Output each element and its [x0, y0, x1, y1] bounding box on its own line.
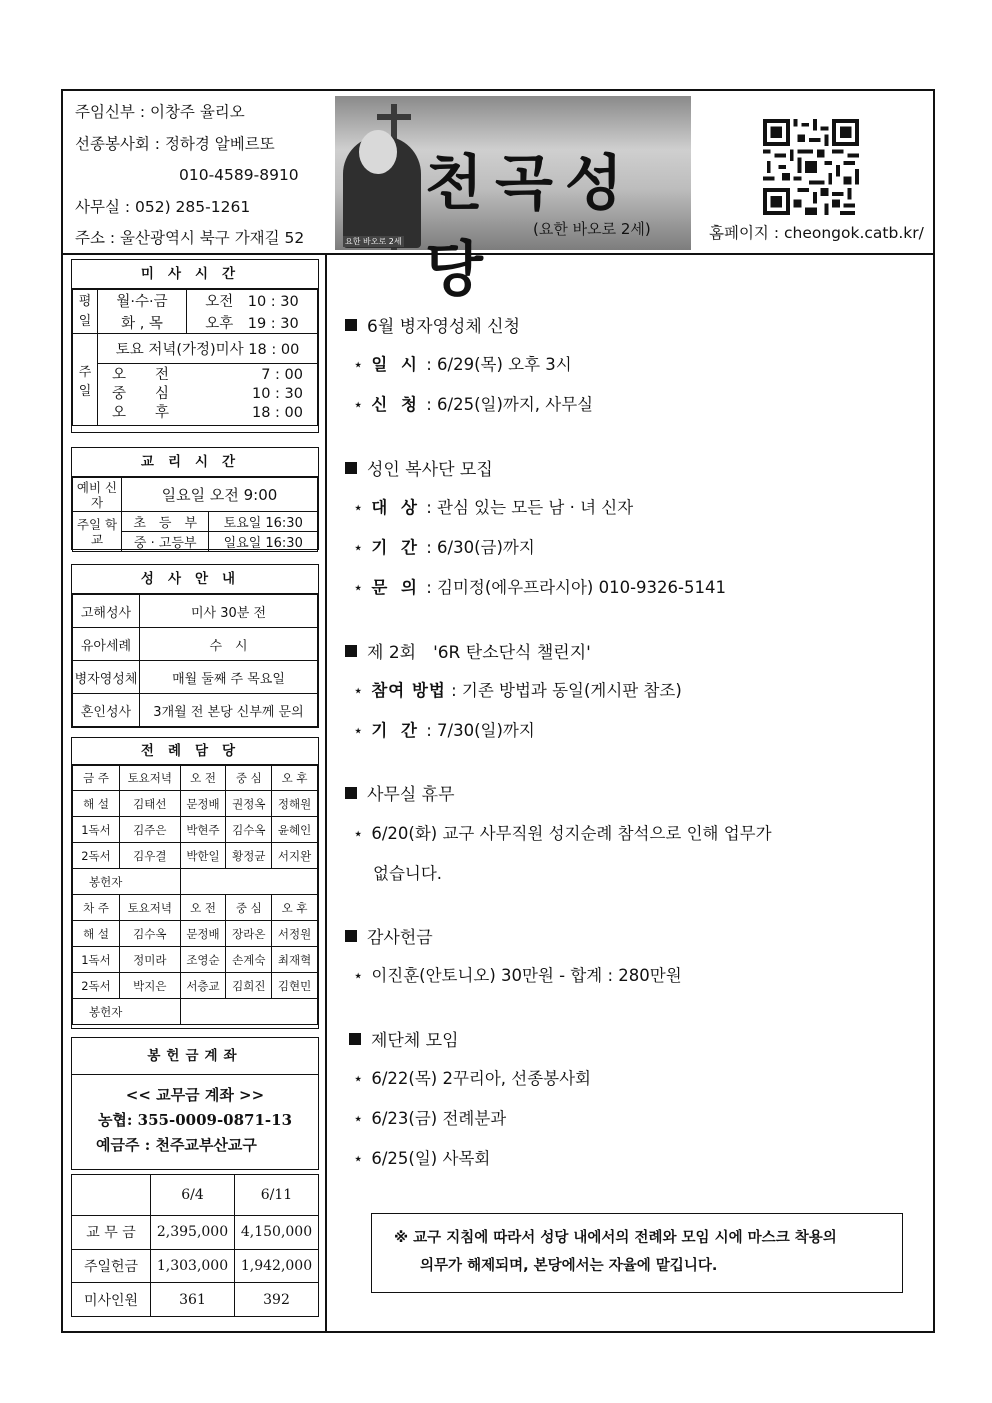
star-bullet-icon: ⋆ [353, 538, 364, 557]
sacrament-info: 미사 30분 전 [140, 595, 318, 628]
account-box [71, 1037, 319, 1170]
pope-face [359, 130, 397, 174]
sunday-mass-time: 18 : 00 [251, 405, 303, 421]
finance-table [71, 1174, 319, 1317]
star-bullet-icon: ⋆ [353, 395, 364, 414]
finance-value: 2,395,000 [151, 1216, 235, 1250]
liturgy-person: 최재혁 [272, 947, 318, 973]
square-bullet-icon [345, 319, 357, 331]
sacrament-info: 3개월 전 본당 신부께 문의 [140, 694, 318, 727]
liturgy-header: 차 주 [73, 895, 120, 921]
liturgy-person: 문정배 [180, 921, 226, 947]
sacrament-info: 수 시 [140, 628, 318, 661]
liturgy-person: 김우결 [120, 843, 181, 869]
square-bullet-icon [349, 1033, 361, 1045]
liturgy-box [71, 737, 319, 1029]
liturgy-person: 서정원 [272, 921, 318, 947]
star-bullet-icon: ⋆ [353, 721, 364, 740]
liturgy-header: 오 전 [180, 895, 226, 921]
account-holder: 예금주 : 천주교부산교구 [96, 1136, 257, 1154]
account-title: 봉헌금계좌 [72, 1038, 318, 1075]
liturgy-table [72, 765, 318, 1025]
sunday-mass-name: 오 후 [112, 405, 170, 421]
pastor: 주임신부 : 이창주 율리오 [75, 103, 245, 121]
school-division: 중 · 고등부 [122, 532, 209, 552]
liturgy-person: 윤혜인 [272, 817, 318, 843]
banner-caption: 요한 바오로 2세 [345, 237, 402, 246]
sunday-label: 주일 [73, 334, 98, 426]
weekday-days: 월·수·금 [98, 290, 187, 312]
bulletin-frame [61, 89, 935, 1333]
school-division: 초 등 부 [122, 512, 209, 532]
notice-title: 사무실 휴무 [345, 780, 455, 805]
liturgy-header: 금 주 [73, 766, 120, 791]
account-details [72, 1075, 318, 1158]
square-bullet-icon [345, 930, 357, 942]
square-bullet-icon [345, 787, 357, 799]
sunday-mass-time: 10 : 30 [251, 386, 303, 402]
finance-value: 1,303,000 [151, 1249, 235, 1283]
liturgy-person: 김수옥 [226, 817, 272, 843]
sunday-masses [98, 364, 318, 426]
liturgy-person: 정미라 [120, 947, 181, 973]
liturgy-header: 토요저녁 [120, 895, 181, 921]
weekday-label: 평일 [73, 290, 98, 334]
sacrament-name: 유아세례 [73, 628, 140, 661]
sacrament-name: 혼인성사 [73, 694, 140, 727]
mask-notice-line: 의무가 해제되며, 본당에서는 자율에 맡깁니다. [420, 1258, 718, 1274]
sunday-school-label: 주일 학교 [73, 512, 122, 552]
catechism-box [71, 447, 319, 550]
star-bullet-icon: ⋆ [353, 1149, 364, 1168]
contact-info [75, 97, 304, 255]
notice-title: 감사헌금 [345, 923, 433, 948]
liturgy-person: 김현민 [272, 973, 318, 999]
sacrament-info: 매월 둘째 주 목요일 [140, 661, 318, 694]
notice-line: ⋆ 문 의 : 김미정(에우프라시아) 010-9326-5141 [353, 578, 726, 597]
finance-item: 주일헌금 [72, 1249, 151, 1283]
liturgy-role: 1독서 [73, 947, 120, 973]
sacraments-title: 성사안내 [72, 565, 318, 594]
star-bullet-icon: ⋆ [353, 966, 364, 985]
notice-line: ⋆ 이진훈(안토니오) 30만원 - 합계 : 280만원 [353, 966, 682, 985]
star-bullet-icon: ⋆ [353, 681, 364, 700]
account-number: 농협: 355-0009-0871-13 [97, 1111, 293, 1129]
catechism-title: 교리시간 [72, 448, 318, 477]
liturgy-person: 권정옥 [226, 791, 272, 817]
mass-times-title: 미사시간 [72, 260, 318, 289]
notice-line: ⋆ 참여 방법 : 기존 방법과 동일(게시판 참조) [353, 681, 682, 700]
finance-value: 392 [235, 1283, 319, 1317]
address: 주소 : 울산광역시 북구 가재길 52 [75, 229, 305, 247]
sunday-mass-time: 7 : 00 [261, 367, 303, 383]
finance-date: 6/11 [235, 1175, 319, 1216]
mass-times-box [71, 259, 319, 433]
liturgy-role: 해 설 [73, 921, 120, 947]
liturgy-person: 박한일 [180, 843, 226, 869]
weekday-time: 오후 19 : 30 [187, 312, 318, 334]
finance-value: 4,150,000 [235, 1216, 319, 1250]
qr-code-icon[interactable] [763, 119, 859, 215]
liturgy-person: 정해원 [272, 791, 318, 817]
liturgy-person: 서층교 [180, 973, 226, 999]
notice-line: ⋆ 6/20(화) 교구 사무직원 성지순례 참석으로 인해 업무가 [353, 824, 772, 843]
liturgy-person: 박지은 [120, 973, 181, 999]
column-divider [325, 253, 327, 1333]
weekday-time: 오전 10 : 30 [187, 290, 318, 312]
mask-notice-line: ※ 교구 지침에 따라서 성당 내에서의 전례와 모임 시에 마스크 착용의 [394, 1230, 837, 1246]
liturgy-header: 오 후 [272, 895, 318, 921]
pre-catechumen-label: 예비 신자 [73, 478, 122, 512]
liturgy-header: 오 전 [180, 766, 226, 791]
notice-title: 6월 병자영성체 신청 [345, 312, 520, 337]
notice-line: ⋆ 신 청 : 6/25(일)까지, 사무실 [353, 395, 594, 414]
liturgy-person: 김희진 [226, 973, 272, 999]
saturday-mass: 토요 저녁(가정)미사 18 : 00 [98, 334, 318, 364]
council-phone: 010-4589-8910 [179, 166, 299, 184]
square-bullet-icon [345, 462, 357, 474]
school-time: 토요일 16:30 [209, 512, 318, 532]
liturgy-person: 문정배 [180, 791, 226, 817]
notice-title: 제 2회 '6R 탄소단식 챌린지' [345, 638, 591, 663]
notice-line: ⋆ 기 간 : 6/30(금)까지 [353, 538, 535, 557]
notice-line: ⋆ 기 간 : 7/30(일)까지 [353, 721, 535, 740]
liturgy-role: 2독서 [73, 843, 120, 869]
sacrament-name: 고해성사 [73, 595, 140, 628]
liturgy-person: 황정균 [226, 843, 272, 869]
mass-times-table [72, 289, 318, 426]
star-bullet-icon: ⋆ [353, 1069, 364, 1088]
cross-icon [377, 114, 411, 120]
star-bullet-icon: ⋆ [353, 355, 364, 374]
finance-value: 361 [151, 1283, 235, 1317]
liturgy-person: 김태선 [120, 791, 181, 817]
star-bullet-icon: ⋆ [353, 578, 364, 597]
account-heading: << 교무금 계좌 >> [125, 1086, 265, 1104]
liturgy-person: 김수옥 [120, 921, 181, 947]
star-bullet-icon: ⋆ [353, 498, 364, 517]
notice-line: ⋆ 대 상 : 관심 있는 모든 남 · 녀 신자 [353, 498, 634, 517]
sunday-mass-name: 중 심 [112, 386, 170, 402]
finance-date: 6/4 [151, 1175, 235, 1216]
pre-catechumen-time: 일요일 오전 9:00 [122, 478, 318, 512]
liturgy-role: 1독서 [73, 817, 120, 843]
finance-item: 미사인원 [72, 1283, 151, 1317]
liturgy-offering: 봉헌자 [73, 999, 181, 1025]
council: 선종봉사회 : 정하경 알베르또 [75, 134, 275, 153]
liturgy-role: 해 설 [73, 791, 120, 817]
liturgy-title: 전례담당 [72, 738, 318, 765]
sacrament-name: 병자영성체 [73, 661, 140, 694]
notice-line: 없습니다. [373, 864, 443, 883]
liturgy-person: 손계숙 [226, 947, 272, 973]
finance-item: 교 무 금 [72, 1216, 151, 1250]
liturgy-person: 장라온 [226, 921, 272, 947]
star-bullet-icon: ⋆ [353, 824, 364, 843]
mask-notice-box [371, 1213, 903, 1293]
liturgy-header: 오 후 [272, 766, 318, 791]
finance-corner [72, 1175, 151, 1216]
notice-line: ⋆ 일 시 : 6/29(목) 오후 3시 [353, 355, 572, 374]
school-time: 일요일 16:30 [209, 532, 318, 552]
finance-box [71, 1174, 319, 1317]
banner-image [335, 96, 691, 305]
liturgy-person: 조영순 [180, 947, 226, 973]
liturgy-person: 박현주 [180, 817, 226, 843]
liturgy-person: 김주은 [120, 817, 181, 843]
office-phone: 사무실 : 052) 285-1261 [75, 197, 251, 216]
liturgy-header: 토요저녁 [120, 766, 181, 791]
star-bullet-icon: ⋆ [353, 1109, 364, 1128]
liturgy-role: 2독서 [73, 973, 120, 999]
weekday-days: 화 , 목 [98, 312, 187, 334]
liturgy-header: 중 심 [226, 766, 272, 791]
liturgy-header: 중 심 [226, 895, 272, 921]
homepage-link[interactable]: 홈페이지 : cheongok.catb.kr/ [709, 224, 924, 242]
notice-line: ⋆ 6/25(일) 사목회 [353, 1149, 491, 1168]
square-bullet-icon [345, 645, 357, 657]
liturgy-offering: 봉헌자 [73, 869, 181, 895]
finance-value: 1,942,000 [235, 1249, 319, 1283]
notice-line: ⋆ 6/22(목) 2꾸리아, 선종봉사회 [353, 1069, 591, 1088]
notice-title: 제단체 모임 [349, 1026, 459, 1051]
patron-saint: (요한 바오로 2세) [533, 220, 651, 238]
sacraments-table [72, 594, 318, 727]
church-name: 천곡성당 [425, 149, 635, 305]
notice-line: ⋆ 6/23(금) 전례분과 [353, 1109, 507, 1128]
catechism-table [72, 477, 318, 552]
liturgy-person: 서지완 [272, 843, 318, 869]
sunday-mass-name: 오 전 [112, 367, 170, 383]
notice-title: 성인 복사단 모집 [345, 455, 493, 480]
sacraments-box [71, 564, 319, 728]
